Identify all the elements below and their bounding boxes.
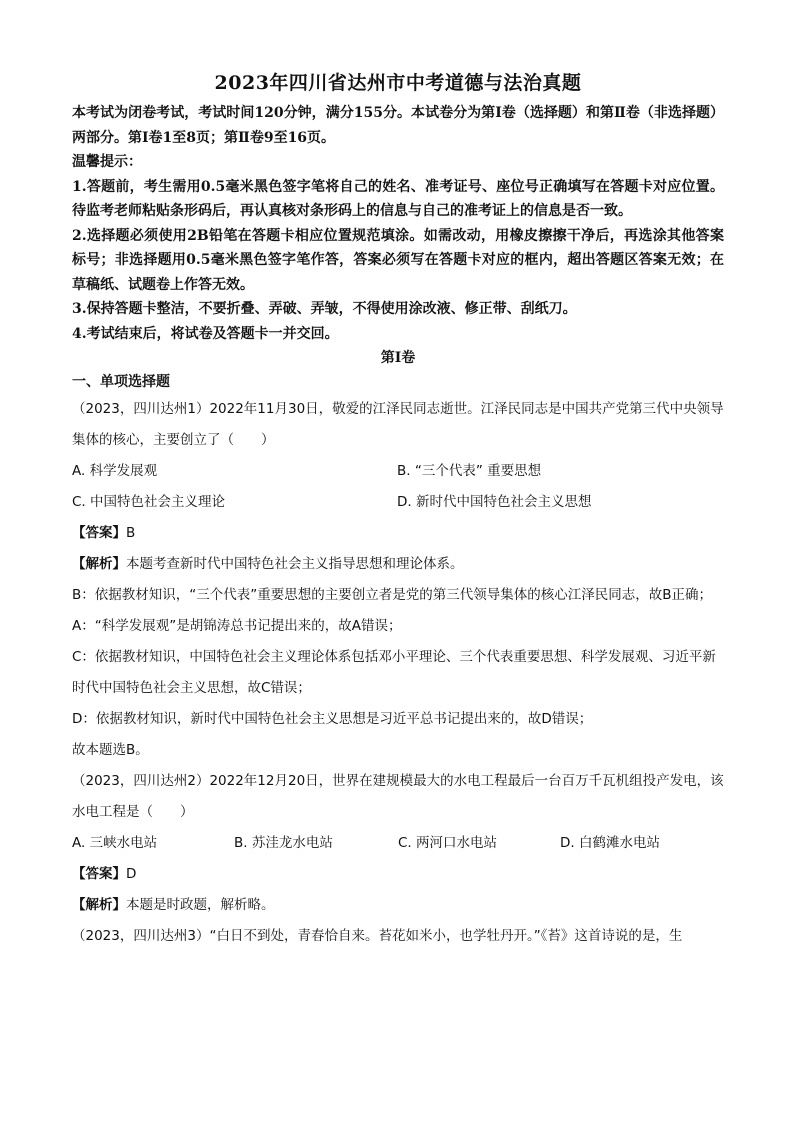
question-stem: （2023，四川达州3）“白日不到处，青春恰自来。苔花如米小，也学牡丹开。”《苔》这首诗说的是，生 bbox=[72, 928, 683, 944]
answer-value: B bbox=[126, 525, 136, 541]
question-2 bbox=[72, 766, 724, 921]
analysis-detail: B：依据教材知识，“三个代表”重要思想的主要创立者是党的第三代领导集体的核心江泽民同志，故B正确； bbox=[72, 587, 713, 603]
option-b: B. “三个代表” 重要思想 bbox=[397, 463, 542, 479]
analysis-tag: 【解析】 bbox=[72, 897, 126, 913]
analysis-text: 本题是时政题，解析略。 bbox=[126, 897, 275, 913]
volume-heading: 第Ⅰ卷 bbox=[380, 350, 416, 366]
option-d: D. 新时代中国特色社会主义思想 bbox=[397, 494, 592, 510]
notice-title: 温馨提示： bbox=[72, 154, 142, 170]
question-stem: （2023，四川达州1）2022年11月30日，敬爱的江泽民同志逝世。江泽民同志是中国共产党第三代中央领导集体的核心，主要创立了（ ） bbox=[72, 401, 724, 448]
question-1 bbox=[72, 394, 724, 766]
analysis-detail: C：依据教材知识，中国特色社会主义理论体系包括邓小平理论、三个代表重要思想、科学发展观、习近平新时代中国特色社会主义思想，故C错误； bbox=[72, 649, 716, 696]
notice-list bbox=[72, 175, 724, 347]
answer-tag: 【答案】 bbox=[72, 525, 126, 541]
question-options bbox=[72, 456, 724, 518]
analysis-line bbox=[72, 549, 724, 580]
document-title: 2023年四川省达州市中考道德与法治真题 bbox=[214, 72, 582, 94]
intro-text: 本考试为闭卷考试，考试时间120分钟，满分155分。本试卷分为第Ⅰ卷（选择题）和第Ⅱ卷（非选择题）两部分。第Ⅰ卷1至8页；第Ⅱ卷9至16页。 bbox=[72, 105, 724, 146]
option-b: B. 苏洼龙水电站 bbox=[234, 835, 333, 851]
option-a: A. 三峡水电站 bbox=[72, 835, 158, 851]
question-3 bbox=[72, 921, 724, 952]
answer-tag: 【答案】 bbox=[72, 866, 126, 882]
part-heading: 一、单项选择题 bbox=[72, 374, 170, 390]
analysis-conclusion: 故本题选B。 bbox=[72, 742, 149, 758]
notice-item: 2.选择题必须使用2B铅笔在答题卡相应位置规范填涂。如需改动，用橡皮擦擦干净后，再选涂其他答案标号；非选择题用0.5毫米黑色签字笔作答，答案必须写在答题卡对应的框内，超出答题区答案无效；在草稿纸、试题卷上作答无效。 bbox=[72, 227, 724, 293]
question-options bbox=[72, 828, 724, 859]
notice-item: 1.答题前，考生需用0.5毫米黑色签字笔将自己的姓名、准考证号、座位号正确填写在答题卡对应位置。待监考老师粘贴条形码后，再认真核对条形码上的信息与自己的准考证上的信息是否一致。 bbox=[72, 178, 724, 219]
analysis-tag: 【解析】 bbox=[72, 556, 126, 572]
option-c: C. 中国特色社会主义理论 bbox=[72, 494, 226, 510]
document-page bbox=[72, 68, 724, 952]
answer-value: D bbox=[126, 866, 137, 882]
analysis-detail: A：“科学发展观”是胡锦涛总书记提出来的，故A错误； bbox=[72, 618, 402, 634]
notice-item: 4.考试结束后，将试卷及答题卡一并交回。 bbox=[72, 325, 339, 342]
analysis-detail: D：依据教材知识，新时代中国特色社会主义思想是习近平总书记提出来的，故D错误； bbox=[72, 711, 593, 727]
analysis-line bbox=[72, 890, 724, 921]
question-stem: （2023，四川达州2）2022年12月20日，世界在建规模最大的水电工程最后一台百万千瓦机组投产发电，该水电工程是（ ） bbox=[72, 773, 724, 820]
analysis-text: 本题考查新时代中国特色社会主义指导思想和理论体系。 bbox=[126, 556, 464, 572]
option-c: C. 两河口水电站 bbox=[398, 835, 498, 851]
answer-line bbox=[72, 518, 724, 549]
answer-line bbox=[72, 859, 724, 890]
option-d: D. 白鹤滩水电站 bbox=[560, 835, 660, 851]
exam-intro bbox=[72, 101, 724, 175]
notice-item: 3.保持答题卡整洁，不要折叠、弄破、弄皱，不得使用涂改液、修正带、刮纸刀。 bbox=[72, 301, 577, 317]
option-a: A. 科学发展观 bbox=[72, 463, 158, 479]
